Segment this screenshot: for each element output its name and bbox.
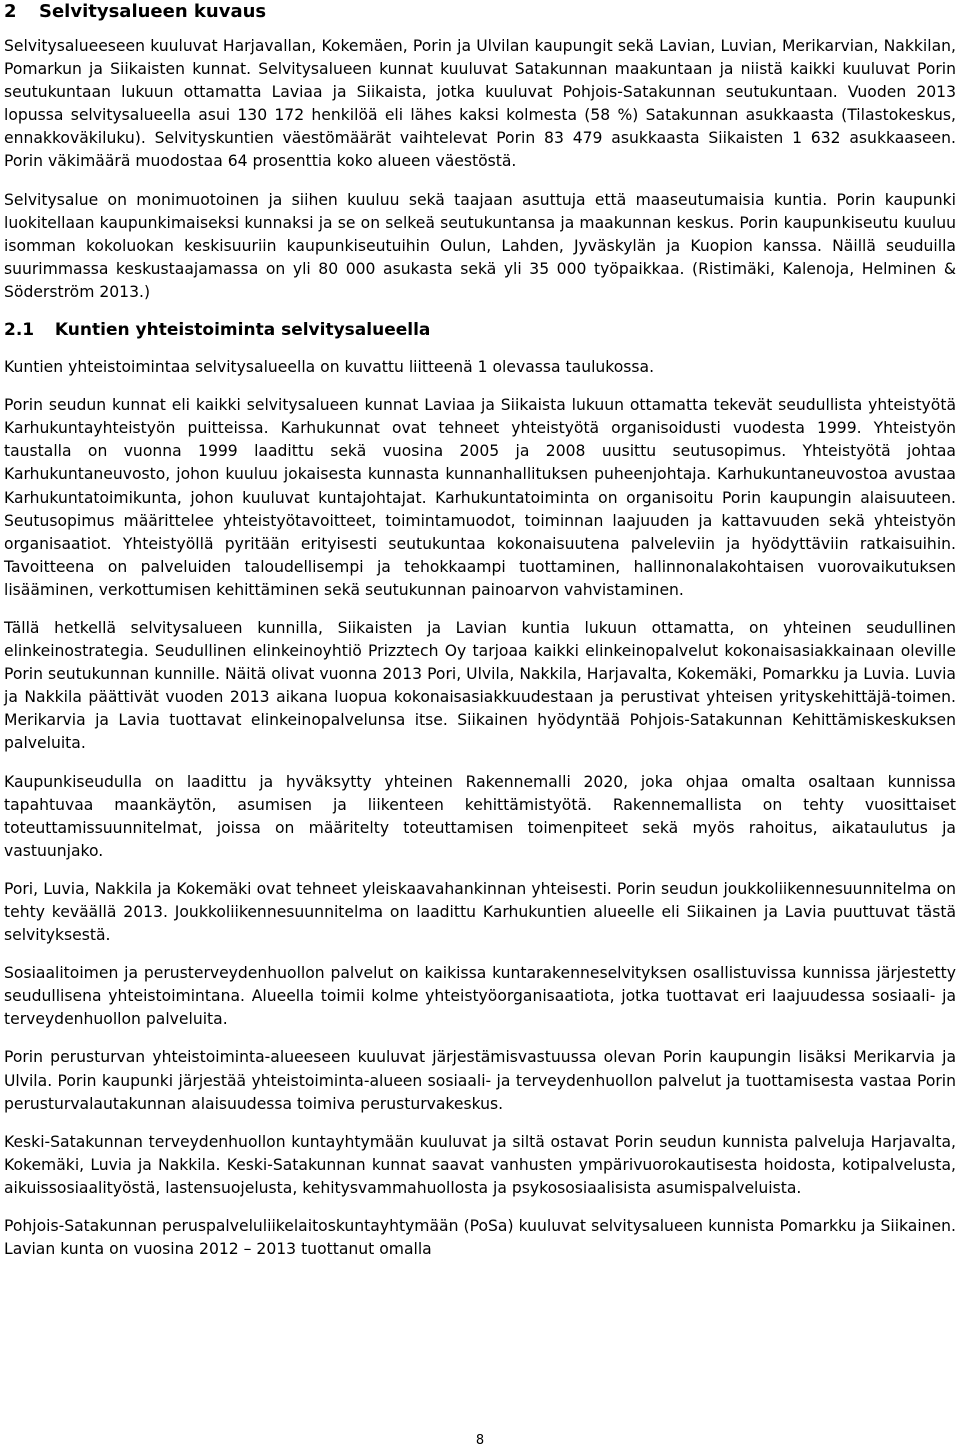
paragraph: Kuntien yhteistoimintaa selvitysalueella on kuvattu liitteenä 1 olevassa taulukossa. — [4, 358, 655, 377]
page-number: 8 — [475, 1433, 485, 1448]
paragraph: Selvitysalue on monimuotoinen ja siihen kuuluu sekä taajaan asuttuja että maaseutumaisia kuntia. Porin kaupunki luokitellaan kaupunkimaiseksi kunnaksi ja se on selkeä seutukuntansa ja maakunnan keskus. Porin kaupunkiseutu kuuluu isomman kokoluokan keskisuuriin kaupunkiseutuihin Oulun, Lahden, Jyväskylän ja Kuopion kanssa. Näillä seuduilla suurimmassa keskustaajamassa on yli 80 000 asukasta sekä yli 35 000 työpaikkaa. (Ristimäki, Kalenoja, Helminen & Söderström 2013.) — [4, 190, 956, 301]
document-page — [4, 0, 956, 1276]
paragraph: Selvitysalueeseen kuuluvat Harjavallan, Kokemäen, Porin ja Ulvilan kaupungit sekä Lavian, Luvian, Merikarvian, Nakkilan, Pomarkun ja Siikaisten kunnat. Selvitysalueen kunnat kuuluvat Satakunnan maakuntaan ja niistä kaikki kuuluvat Porin seutukuntaan lukuun ottamatta Laviaa ja Siikaista, jotka kuuluvat Pohjois-Satakunnan seutukuntaan. Vuoden 2013 lopussa selvitysalueella asui 130 172 henkilöä eli lähes kaksi kolmesta (58 %) Satakunnan asukkaasta (Tilastokeskus, ennakkoväkiluku). Selvityskuntien väestömäärät vaihtelevat Porin 83 479 asukkaasta Siikaisten 1 632 asukkaaseen. Porin väkimäärä muodostaa 64 prosenttia koko alueen väestöstä. — [4, 37, 956, 171]
paragraph: Kaupunkiseudulla on laadittu ja hyväksytty yhteinen Rakennemalli 2020, joka ohjaa omalta osaltaan kunnissa tapahtuvaa maankäytön, asumisen ja liikenteen kehittämistyötä. Rakennemallista on tehty vuosittaiset toteuttamissuunnitelmat, joissa on määritelty toteuttamisen toimenpiteet sekä myös rahoitus, aikataulutus ja vastuunjako. — [4, 772, 956, 860]
paragraph: Sosiaalitoimen ja perusterveydenhuollon palvelut on kaikissa kuntarakenneselvityksen osallistuvissa kunnissa järjestetty seudullisena yhteistoimintana. Alueella toimii kolme yhteistyöorganisaatiota, jotka tuottavat eri laajuudessa sosiaali- ja terveydenhuollon palveluita. — [4, 964, 956, 1029]
section-title: Selvitysalueen kuvaus — [39, 1, 267, 22]
section-heading — [4, 0, 956, 35]
subsection-title: Kuntien yhteistoiminta selvitysalueella — [54, 320, 431, 341]
paragraph: Porin seudun kunnat eli kaikki selvitysalueen kunnat Laviaa ja Siikaista lukuun ottamatta tekevät seudullista yhteistyötä Karhukuntayhteistyön puitteissa. Karhukunnat ovat tehneet yhteistyötä organisoidusti vuodesta 1999. Yhteistyön taustalla on vuonna 1999 laadittu sekä vuosina 2005 ja 2008 uusittu seutusopimus. Yhteistyötä johtaa Karhukuntaneuvosto, johon kuuluu jokaisesta kunnasta kunnanhallituksen puheenjohtaja. Karhukuntaneuvostoa avustaa Karhukuntatoimikunta, johon kuuluvat kuntajohtajat. Karhukuntatoiminta on organisoitu Porin kaupungin alaisuuteen. Seutusopimus määrittelee yhteistyötavoitteet, toimintamuodot, toiminnan laajuuden ja kattavuuden sekä yhteistyön organisaatiot. Yhteistyöllä pyritään erityisesti seutukuntaa kokonaisuutena palveleviin ja hyödyttäviin ratkaisuihin. Tavoitteena on palveluiden taloudellisempi ja tehokkaampi tuottaminen, hallinnonalakohtaisen vuorovaikutuksen lisääminen, verkottumisen kehittäminen sekä seutukunnan painoarvon vahvistaminen. — [4, 396, 956, 599]
subsection-heading — [4, 319, 956, 341]
subsection-number: 2.1 — [4, 320, 35, 341]
paragraph: Pohjois-Satakunnan peruspalveluliikelaitoskuntayhtymään (PoSa) kuuluvat selvitysalueen kunnista Pomarkku ja Siikainen. Lavian kunta on vuosina 2012 – 2013 tuottanut omalla — [4, 1217, 956, 1259]
paragraph: Porin perusturvan yhteistoiminta-alueeseen kuuluvat järjestämisvastuussa olevan Porin kaupungin lisäksi Merikarvia ja Ulvila. Porin kaupunki järjestää yhteistoiminta-alueen sosiaali- ja terveydenhuollon palvelut ja tuottamisesta vastaa Porin perusturvalautakunnan alaisuudessa toimiva perusturvakeskus. — [4, 1048, 956, 1113]
paragraph: Pori, Luvia, Nakkila ja Kokemäki ovat tehneet yleiskaavahankinnan yhteisesti. Porin seudun joukkoliikennesuunnitelma on tehty keväällä 2013. Joukkoliikennesuunnitelma on laadittu Karhukuntien alueelle eli Siikainen ja Lavia puuttuvat tästä selvityksestä. — [4, 879, 956, 945]
section-number: 2 — [4, 1, 17, 22]
paragraph: Keski-Satakunnan terveydenhuollon kuntayhtymään kuuluvat ja siltä ostavat Porin seudun kunnista palveluja Harjavalta, Kokemäki, Luvia ja Nakkila. Keski-Satakunnan kunnat saavat vanhusten ympärivuorokautisesta hoidosta, kotipalvelusta, aikuissosiaalityöstä, lastensuojelusta, kehitysvammahuollosta ja psykososiaalisista asumispalveluista. — [4, 1132, 956, 1197]
paragraph: Tällä hetkellä selvitysalueen kunnilla, Siikaisten ja Lavian kuntia lukuun ottamatta, on yhteinen seudullinen elinkeinostrategia. Seudullinen elinkeinoyhtiö Prizztech Oy tarjoaa kaikki elinkeinopalvelut kokonaisasiakkainaan oleville Porin seutukunnan kunnille. Näitä olivat vuonna 2013 Pori, Ulvila, Nakkila, Harjavalta, Kokemäki, Pomarkku ja Luvia. Luvia ja Nakkila päättivät vuoden 2013 aikana luopua kokonaisasiakkuudestaan ja perustivat yhteisen yrityskehittäjä-toimen. Merikarvia ja Lavia tuottavat elinkeinopalvelunsa itse. Siikainen hyödyntää Pohjois-Satakunnan Kehittämiskeskuksen palveluita. — [4, 618, 956, 753]
